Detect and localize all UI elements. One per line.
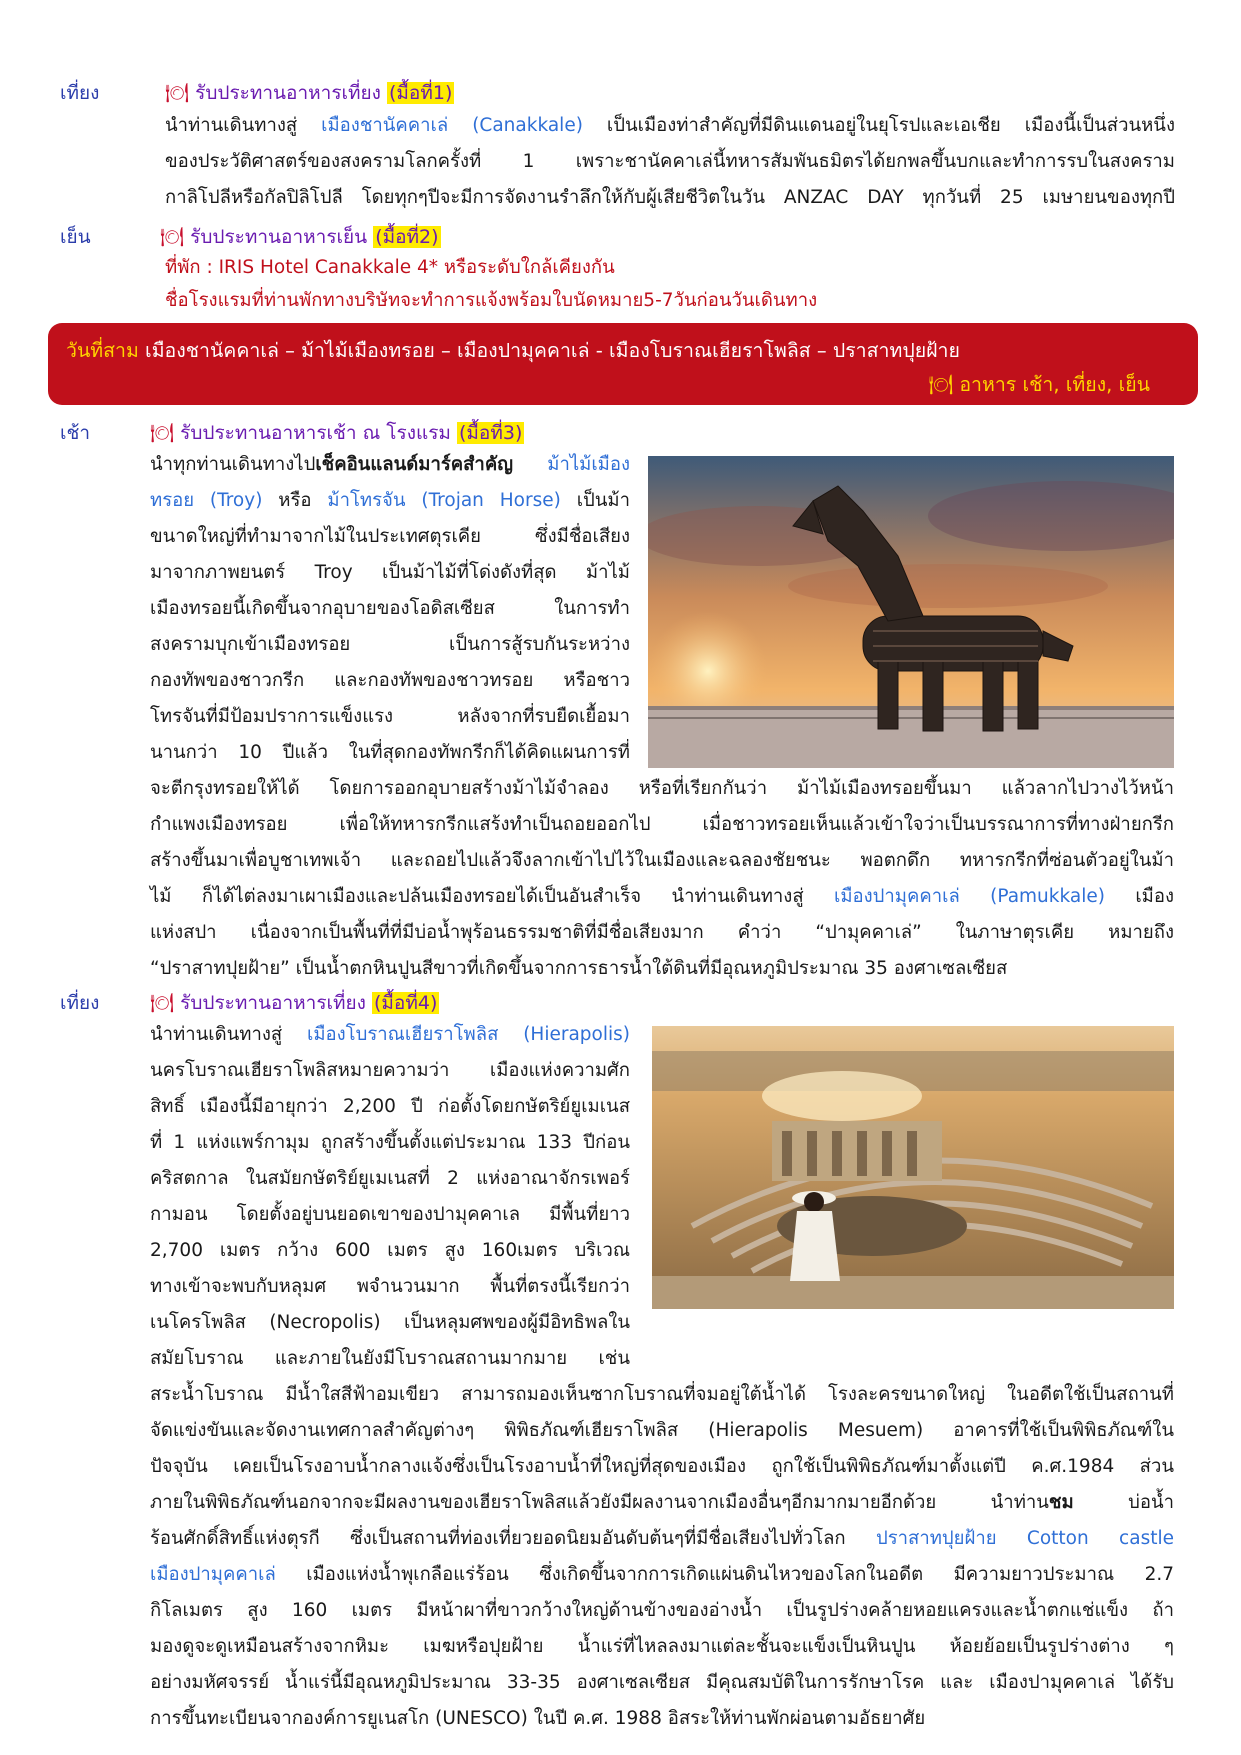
meal-heading	[150, 418, 524, 448]
paragraph-line: กาลิโปลีหรือกัลปิลิโปลี โดยทุกๆปีจะมีการจัดงานรำลึกให้กับผู้เสียชีวิตในวัน ANZAC DAY ทุกวันที่ 25 เมษายนของทุกปี	[165, 187, 1175, 208]
paragraph-line: มองดูจะดูเหมือนสร้างจากหิมะ เมฆหรือปุยฝ้าย น้ำแร่ที่ไหลลงมาแต่ละชั้นจะแข็งเป็นหินปูน ห้อยย้อยเป็นรูปร่างต่าง ๆ	[150, 1636, 1174, 1657]
place-link: ม้าโทรจัน (Trojan Horse)	[327, 490, 561, 511]
meal-number-badge: (มื้อที่3)	[459, 422, 523, 444]
meal-time-label: เย็น	[60, 226, 91, 248]
meal-plate-icon: 🍽	[165, 82, 190, 104]
day-route-title	[66, 335, 960, 366]
place-link: ม้าไม้เมือง	[547, 454, 630, 475]
paragraph-line: เนโครโพลิส (Necropolis) เป็นหลุมศพของผู้มีอิทธิพลใน	[150, 1312, 630, 1333]
highlight-text: เช็คอินแลนด์มาร์คสำคัญ	[315, 454, 513, 475]
paragraph-line: โทรจันที่มีป้อมปราการแข็งแรง หลังจากที่รบยืดเยื้อมา	[150, 706, 630, 727]
paragraph-line: สมัยโบราณ และภายในยังมีโบราณสถานมากมาย เช่น	[150, 1348, 630, 1369]
meal-time-label: เช้า	[60, 422, 91, 444]
meal-plate-icon: 🍽	[160, 226, 185, 248]
hierapolis-theatre-illustration	[652, 1026, 1174, 1309]
place-link: ปราสาทปุยฝ้าย Cotton castle	[875, 1528, 1174, 1549]
hierapolis-theatre-photo	[652, 1026, 1174, 1309]
paragraph-line: ร้อนศักดิ์สิทธิ์แห่งตุรกี ซึ่งเป็นสถานที่ท่องเที่ยวยอดนิยมอันดับต้นๆที่มีชื่อเสียงไปทั่วโลก ปราสาทปุยฝ้าย Cotton castle	[150, 1528, 1174, 1549]
place-link: ทรอย (Troy)	[150, 490, 263, 511]
paragraph-line: ภายในพิพิธภัณฑ์นอกจากจะมีผลงานของเฮียราโพลิสแล้วยังมีผลงานจากเมืองอื่นๆอีกมากมายอีกด้วย นำท่านชม บ่อน้ำ	[150, 1492, 1174, 1513]
meal-plate-icon: 🍽	[150, 992, 175, 1014]
paragraph-line: จะตีกรุงทรอยให้ได้ โดยการออกอุบายสร้างม้าไม้จำลอง หรือที่เรียกกันว่า ม้าไม้เมืองทรอยขึ้นมา แล้วลากไปวางไว้หน้า	[150, 778, 1174, 799]
paragraph-line: มาจากภาพยนตร์ Troy เป็นม้าไม้ที่โด่งดังที่สุด ม้าไม้	[150, 562, 630, 583]
route-text: เมืองชานัคคาเล่ – ม้าไม้เมืองทรอย – เมืองปามุคคาเล่ - เมืองโบราณเฮียราโพลิส – ปราสาทปุยฝ้าย	[138, 339, 960, 362]
paragraph-line: ขนาดใหญ่ที่ทำมาจากไม้ในประเทศตุรเคีย ซึ่งมีชื่อเสียง	[150, 526, 630, 547]
place-link: เมืองโบราณเฮียราโพลิส (Hierapolis)	[307, 1024, 630, 1045]
day-banner	[48, 323, 1198, 405]
trojan-horse-illustration	[648, 456, 1174, 768]
place-link: เมืองปามุคคาเล่	[150, 1564, 276, 1585]
paragraph-line: เมืองปามุคคาเล่ เมืองแห่งน้ำพุเกลือแร่ร้อน ซึ่งเกิดขึ้นจากการเกิดแผ่นดินไหวของโลกในอดีต มีความยาวประมาณ 2.7	[150, 1564, 1174, 1585]
paragraph-line: คริสตกาล ในสมัยกษัตริย์ยูเมเนสที่ 2 แห่งอาณาจักรเพอร์	[150, 1168, 630, 1189]
paragraph-line: ของประวัติศาสตร์ของสงครามโลกครั้งที่ 1 เพราะชานัคคาเล่นี้ทหารสัมพันธมิตรได้ยกพลขึ้นบกและทำการรบในสงคราม	[165, 151, 1175, 172]
meal-heading	[150, 988, 439, 1018]
meal-plate-icon: 🍽	[928, 373, 954, 396]
paragraph-line: ปัจจุบัน เคยเป็นโรงอาบน้ำกลางแจ้งซึ่งเป็นโรงอาบน้ำที่ใหญ่ที่สุดของเมือง ถูกใช้เป็นพิพิธภัณฑ์มาตั้งแต่ปี ค.ศ.1984 ส่วน	[150, 1456, 1174, 1477]
meal-title: รับประทานอาหารเที่ยง	[195, 82, 381, 104]
day-meals	[929, 369, 1150, 400]
highlight-text: ชม	[1048, 1492, 1074, 1513]
meal-title: รับประทานอาหารเย็น	[190, 226, 368, 248]
paragraph-line: กำแพงเมืองทรอย เพื่อให้ทหารกรีกแสร้งทำเป็นถอยออกไป เมื่อชาวทรอยเห็นแล้วเข้าใจว่าเป็นบรรณาการที่ทางฝ่ายกรีก	[150, 814, 1174, 835]
meal-time-label: เที่ยง	[60, 992, 100, 1014]
day-meals-text: อาหาร เช้า, เที่ยง, เย็น	[959, 373, 1150, 396]
paragraph-line: กามอน โดยตั้งอยู่บนยอดเขาของปามุคคาเล มีพื้นที่ยาว	[150, 1204, 630, 1225]
place-link: เมืองปามุคคาเล่ (Pamukkale)	[834, 886, 1105, 907]
paragraph-line: จัดแข่งขันและจัดงานเทศกาลสำคัญต่างๆ พิพิธภัณฑ์เฮียราโพลิส (Hierapolis Mesuem) อาคารที่ใช้เป็นพิพิธภัณฑ์ใน	[150, 1420, 1174, 1441]
meal-number-badge: (มื้อที่1)	[389, 82, 453, 104]
paragraph-line: สิทธิ์ เมืองนี้มีอายุกว่า 2,200 ปี ก่อตั้งโดยกษัตริย์ยูเมเนส	[150, 1096, 630, 1117]
paragraph-line: 2,700 เมตร กว้าง 600 เมตร สูง 160เมตร บริเวณ	[150, 1240, 630, 1261]
meal-number-badge: (มื้อที่2)	[375, 226, 439, 248]
paragraph-line: สร้างขึ้นมาเพื่อบูชาเทพเจ้า และถอยไปแล้วจึงลากเข้าไปไว้ในเมืองและฉลองชัยชนะ พอตกดึก ทหารกรีกที่ซ่อนตัวอยู่ในม้า	[150, 850, 1174, 871]
day-number: วันที่สาม	[66, 339, 139, 362]
meal-heading	[160, 222, 441, 252]
paragraph-line: นำท่านเดินทางสู่ เมืองโบราณเฮียราโพลิส (Hierapolis)	[150, 1024, 630, 1045]
place-link: เมืองชานัคคาเล่ (Canakkale)	[321, 115, 583, 136]
meal-number-badge: (มื้อที่4)	[374, 992, 438, 1014]
paragraph-line: นครโบราณเฮียราโพลิสหมายความว่า เมืองแห่งความศัก	[150, 1060, 630, 1081]
meal-heading	[165, 78, 454, 108]
paragraph-line: ทรอย (Troy) หรือ ม้าโทรจัน (Trojan Horse) เป็นม้า	[150, 490, 630, 511]
paragraph-line: อย่างมหัศจรรย์ น้ำแร่นี้มีอุณหภูมิประมาณ 33-35 องศาเซลเซียส มีคุณสมบัติในการรักษาโรค และ เมืองปามุคคาเล่ ได้รับ	[150, 1672, 1174, 1693]
hotel-info: ที่พัก : IRIS Hotel Canakkale 4* หรือระดับใกล้เคียงกัน	[165, 257, 615, 278]
paragraph-line: นำทุกท่านเดินทางไปเช็คอินแลนด์มาร์คสำคัญ ม้าไม้เมือง	[150, 454, 630, 475]
paragraph-line: กองทัพของชาวกรีก และกองทัพของชาวทรอย หรือชาว	[150, 670, 630, 691]
paragraph-line: “ปราสาทปุยฝ้าย” เป็นน้ำตกหินปูนสีขาวที่เกิดขึ้นจากการธารน้ำใต้ดินที่มีอุณหภูมิประมาณ 35 องศาเซลเซียส	[150, 958, 1008, 979]
paragraph-line: ไม้ ก็ได้ไต่ลงมาเผาเมืองและปล้นเมืองทรอยได้เป็นอันสำเร็จ นำท่านเดินทางสู่ เมืองปามุคคาเล่ (Pamukkale) เมือง	[150, 886, 1174, 907]
meal-title: รับประทานอาหารเช้า ณ โรงแรม	[180, 422, 451, 444]
paragraph-line: การขึ้นทะเบียนจากองค์การยูเนสโก (UNESCO) ในปี ค.ศ. 1988 อิสระให้ท่านพักผ่อนตามอัธยาศัย	[150, 1708, 926, 1729]
paragraph-line: เมืองทรอยนี้เกิดขึ้นจากอุบายของโอดิสเซียส ในการทำ	[150, 598, 630, 619]
paragraph-line: สงครามบุกเข้าเมืองทรอย เป็นการสู้รบกันระหว่าง	[150, 634, 630, 655]
meal-title: รับประทานอาหารเที่ยง	[180, 992, 366, 1014]
meal-plate-icon: 🍽	[150, 422, 175, 444]
hotel-note: ชื่อโรงแรมที่ท่านพักทางบริษัทจะทำการแจ้งพร้อมใบนัดหมาย5-7วันก่อนวันเดินทาง	[165, 290, 818, 311]
paragraph-line: กิโลเมตร สูง 160 เมตร มีหน้าผาที่ขาวกว้างใหญ่ด้านข้างของอ่างน้ำ เป็นรูปร่างคล้ายหอยแครงและน้ำตกแช่แข็ง ถ้า	[150, 1600, 1174, 1621]
paragraph-line: สระน้ำโบราณ มีน้ำใสสีฟ้าอมเขียว สามารถมองเห็นซากโบราณที่จมอยู่ใต้น้ำได้ โรงละครขนาดใหญ่ ในอดีตใช้เป็นสถานที่	[150, 1384, 1174, 1405]
paragraph-line: ทางเข้าจะพบกับหลุมศ พจำนวนมาก พื้นที่ตรงนี้เรียกว่า	[150, 1276, 630, 1297]
paragraph-line: นานกว่า 10 ปีแล้ว ในที่สุดกองทัพกรีกก็ได้คิดแผนการที่	[150, 742, 630, 763]
paragraph-line: ที่ 1 แห่งแพร์กามุม ถูกสร้างขึ้นตั้งแต่ประมาณ 133 ปีก่อน	[150, 1132, 630, 1153]
meal-time-label: เที่ยง	[60, 82, 100, 104]
trojan-horse-photo	[648, 456, 1174, 768]
paragraph-line: นำท่านเดินทางสู่ เมืองชานัคคาเล่ (Canakkale) เป็นเมืองท่าสำคัญที่มีดินแดนอยู่ในยุโรปและเอเชีย เมืองนี้เป็นส่วนหนึ่ง	[165, 115, 1175, 136]
paragraph-line: แห่งสปา เนื่องจากเป็นพื้นที่ที่มีบ่อน้ำพุร้อนธรรมชาติที่มีชื่อเสียงมาก คำว่า “ปามุคคาเล่” ในภาษาตุรเคีย หมายถึง	[150, 922, 1174, 943]
